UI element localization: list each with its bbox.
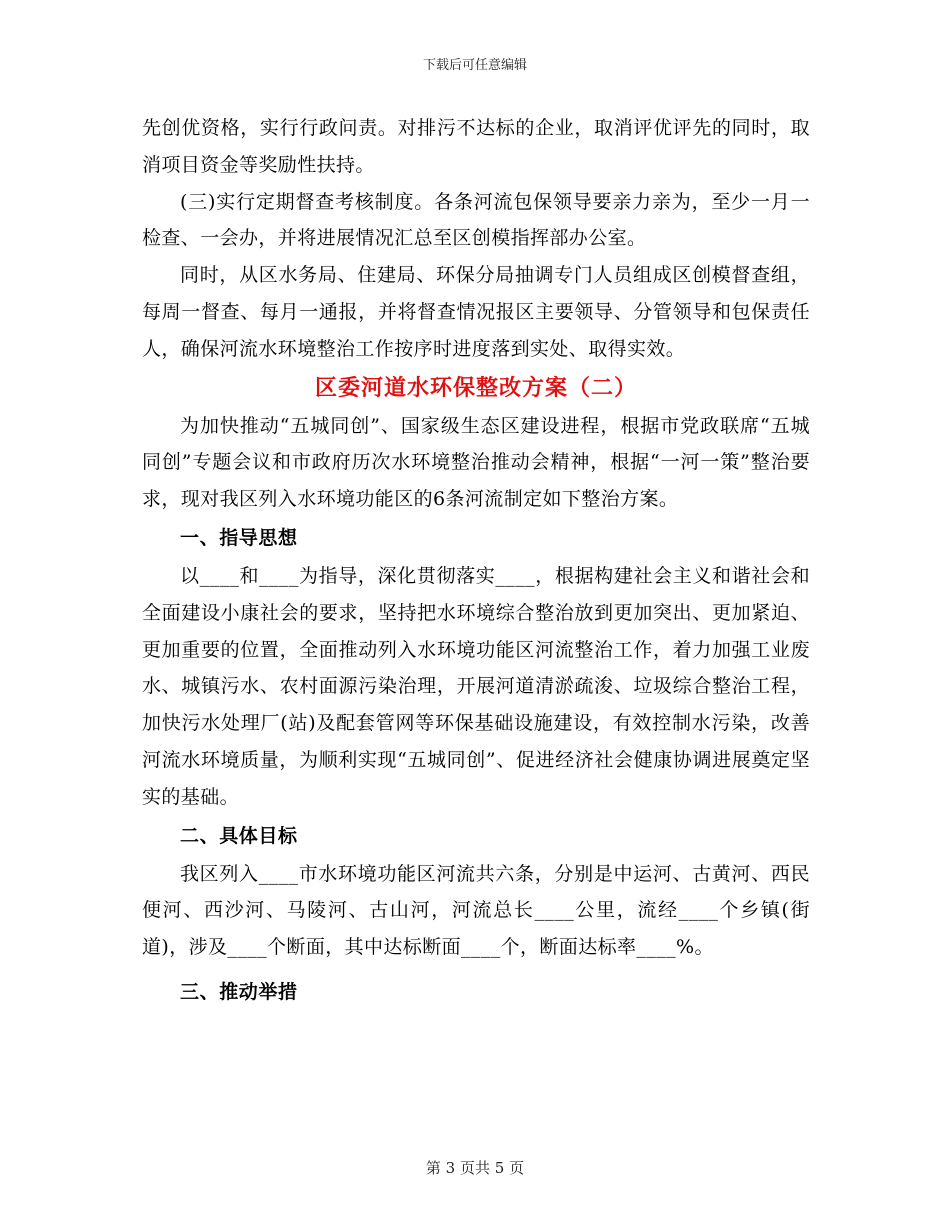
- paragraph-guiding-ideology: 以____和____为指导，深化贯彻落实____，根据构建社会主义和谐社会和全面建设小康社会的要求，坚持把水环境综合整治放到更加突出、更加紧迫、更加重要的位置，全面推动列入水环境功能区河流整治工作，着力加强工业废水、城镇污水、农村面源污染治理，开展河道清淤疏浚、垃圾综合整治工程，加快污水处理厂(站)及配套管网等环保基础设施建设，有效控制水污染，改善河流水环境质量，为顺利实现“五城同创”、促进经济社会健康协调进展奠定坚实的基础。: [142, 564, 810, 808]
- document-title: 区委河道水环保整改方案（二）: [314, 374, 637, 401]
- page-header: 下载后可任意编辑: [422, 58, 527, 73]
- paragraph-intro: 为加快推动“五城同创”、国家级生态区建设进程，根据市党政联席“五城同创”专题会议和市政府历次水环境整治推动会精神，根据“一河一策”整治要求，现对我区列入水环境功能区的6条河流制定如下整治方案。: [142, 414, 810, 511]
- paragraph-specific-goals: 我区列入____市水环境功能区河流共六条，分别是中运河、古黄河、西民便河、西沙河、马陵河、古山河，河流总长____公里，流经____个乡镇(街道)，涉及____个断面，其中达标断面____个，断面达标率____%。: [142, 862, 810, 959]
- section-heading-measures: 三、推动举措: [180, 980, 298, 1003]
- paragraph-supervision-system: (三)实行定期督查考核制度。各条河流包保领导要亲力亲为，至少一月一检查、一会办，并将进展情况汇总至区创模指挥部办公室。: [142, 190, 810, 250]
- paragraph-continued: 先创优资格，实行行政问责。对排污不达标的企业，取消评优评先的同时，取消项目资金等奖励性扶持。: [142, 117, 810, 176]
- paragraph-inspection-team: 同时，从区水务局、住建局、环保分局抽调专门人员组成区创模督查组，每周一督查、每月一通报，并将督查情况报区主要领导、分管领导和包保责任人，确保河流水环境整治工作按序时进度落到实处、取得实效。: [142, 264, 810, 360]
- section-heading-specific-goals: 二、具体目标: [180, 824, 298, 847]
- section-heading-guiding-ideology: 一、指导思想: [180, 526, 298, 549]
- document-body: [142, 110, 810, 1012]
- page-footer: 第 3 页共 5 页: [425, 1159, 525, 1177]
